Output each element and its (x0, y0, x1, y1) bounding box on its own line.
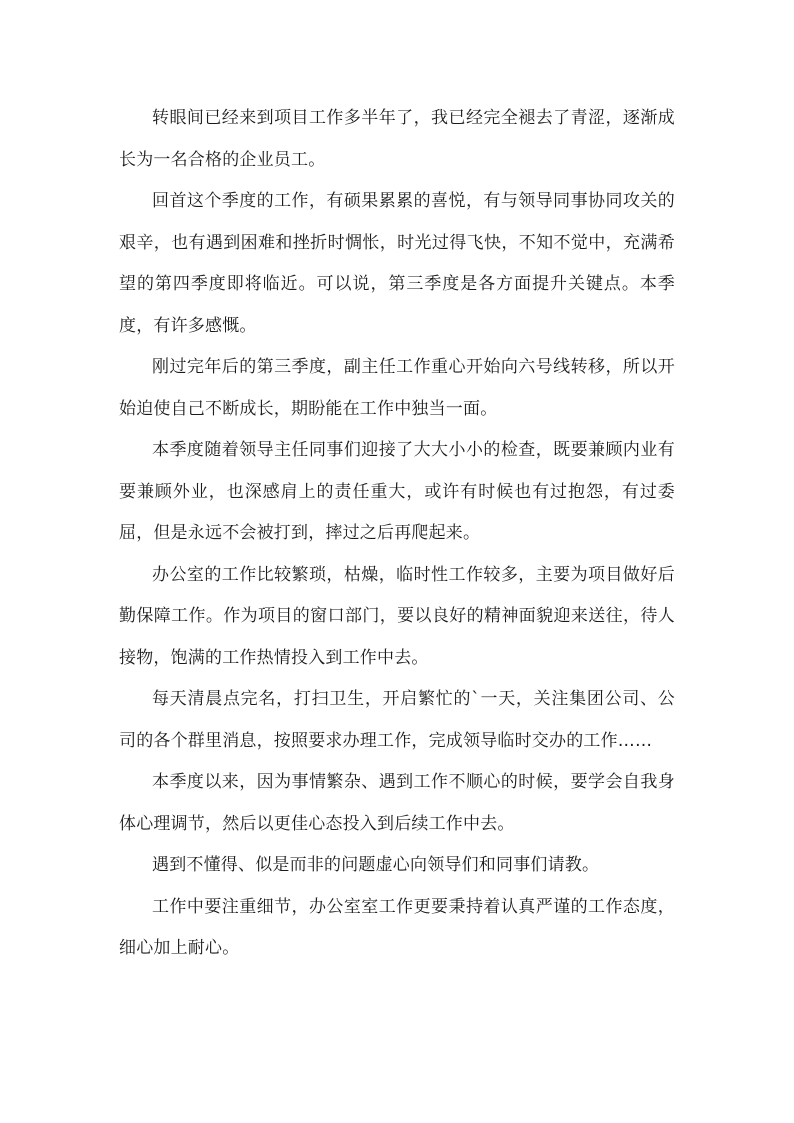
paragraph-3: 刚过完年后的第三季度，副主任工作重心开始向六号线转移，所以开始迫使自己不断成长，期盼能在工作中独当一面。 (119, 357, 675, 419)
paragraph-7: 本季度以来，因为事情繁杂、遇到工作不顺心的时候，要学会自我身体心理调节，然后以更佳心态投入到后续工作中去。 (119, 772, 675, 834)
paragraph-5: 办公室的工作比较繁琐，枯燥，临时性工作较多，主要为项目做好后勤保障工作。作为项目的窗口部门，要以良好的精神面貌迎来送往，待人接物，饱满的工作热情投入到工作中去。 (119, 564, 675, 668)
paragraph-1: 转眼间已经来到项目工作多半年了，我已经完全褪去了青涩，逐渐成长为一名合格的企业员工。 (119, 108, 675, 170)
paragraph-2: 回首这个季度的工作，有硕果累累的喜悦，有与领导同事协同攻关的艰辛，也有遇到困难和挫折时惆怅，时光过得飞快，不知不觉中，充满希望的第四季度即将临近。可以说，第三季度是各方面提升关键点。本季度，有许多感慨。 (119, 191, 675, 336)
paragraph-4: 本季度随着领导主任同事们迎接了大大小小的检查，既要兼顾内业有要兼顾外业，也深感肩上的责任重大，或许有时候也有过抱怨，有过委屈，但是永远不会被打到，摔过之后再爬起来。 (119, 440, 675, 543)
paragraph-8: 遇到不懂得、似是而非的问题虚心向领导们和同事们请教。 (152, 855, 600, 875)
paragraph-9: 工作中要注重细节，办公室室工作更要秉持着认真严谨的工作态度，细心加上耐心。 (119, 896, 675, 958)
paragraph-6: 每天清晨点完名，打扫卫生，开启繁忙的`一天，关注集团公司、公司的各个群里消息，按照要求办理工作，完成领导临时交办的工作…… (119, 689, 675, 751)
document-body (119, 98, 675, 970)
